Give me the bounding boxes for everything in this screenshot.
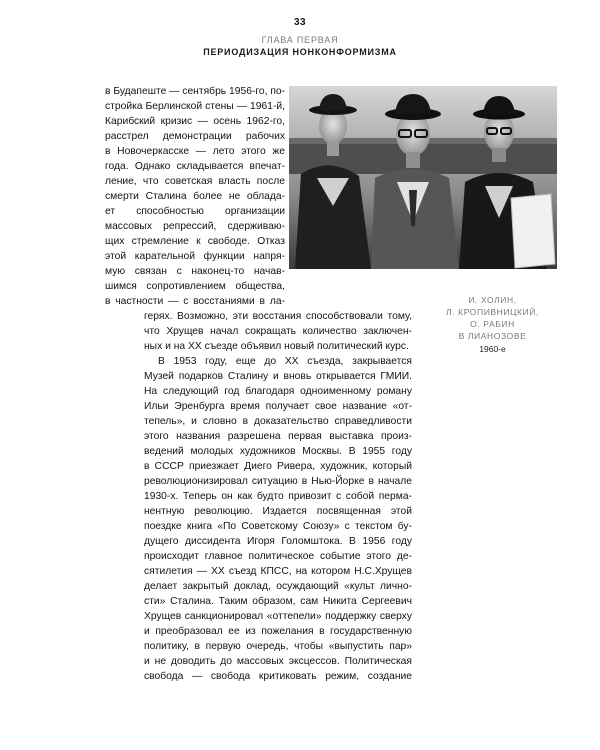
text-line: в Новочеркасске — лето этого же	[105, 146, 285, 157]
text-line: тепель», и словно в доказательство справедливости	[144, 416, 412, 427]
caption-line: Л. КРОПИВНИЦКИЙ,	[446, 307, 539, 317]
text-line: политику, в первую очередь, чтобы «выпустить пар»	[144, 641, 412, 652]
text-line: этой карательной функции напря-	[105, 251, 285, 262]
text-line: в СССР приезжает Диего Ривера, художник, который	[144, 461, 412, 472]
text-line: Хрущев санкционировал «оттепели» поддержку сверху	[144, 611, 412, 622]
text-line: свобода — свобода критиковать режим, создание	[144, 671, 412, 682]
text-line: нентную революцию. Издается посвященная этой	[144, 506, 412, 517]
text-line: сятилетия — XX съезд КПСС, на котором Н.С.Хрущев	[144, 566, 412, 577]
text-line: и преобразовал ее из пожелания в государственную	[144, 626, 412, 637]
text-line: что Хрущев начал сокращать количество заключен-	[144, 326, 412, 337]
caption-line: В ЛИАНОЗОВЕ	[458, 331, 527, 341]
text-line: делает закрытый доклад, осуждающий «культ лично-	[144, 581, 412, 592]
chapter-title: ГЛАВА ПЕРВАЯ	[261, 35, 339, 45]
text-line: дущего диссидента Игоря Голомштока. В 1956 году	[144, 536, 412, 547]
photograph	[289, 86, 557, 269]
text-line: шимся сопротивлением общества,	[105, 281, 285, 292]
text-line: ление, что советская власть после	[105, 176, 285, 187]
text-line: щих стремление к свободе. Отказ	[105, 236, 285, 247]
text-line: ет способностью организации	[105, 206, 285, 217]
text-line: стройка Берлинской стены — 1961-й,	[105, 101, 285, 112]
text-line: поездке книга «По Советскому Союзу» с текстом бу-	[144, 521, 412, 532]
text-line: В 1953 году, еще до XX съезда, закрывается	[158, 356, 412, 367]
text-line: 1930-х. Теперь он как будто привозит с собой перма-	[144, 491, 412, 502]
text-line: в Будапеште — сентябрь 1956-го, по-	[105, 86, 286, 97]
text-line: этого названия разрешена первая выставка произ-	[144, 431, 412, 442]
text-line: года. Однако складывается впечат-	[105, 161, 285, 172]
caption-line: О. РАБИН	[470, 319, 515, 329]
text-line: Ильи Эренбурга время получает свое название «от-	[144, 401, 412, 412]
caption-date: 1960-е	[479, 344, 506, 354]
text-line: Карибский кризис — осень 1962-го,	[105, 116, 285, 127]
text-line: революционизировал ситуацию в Нью-Йорке в начале	[144, 476, 412, 487]
text-line: массовых репрессий, сдерживаю-	[105, 221, 285, 232]
text-line: сти» Сталина. Таким образом, сам Никита Сергеевич	[144, 596, 412, 607]
photo-illustration	[289, 86, 557, 269]
text-line: ведений молодых художников Москвы. В 1955 году	[144, 446, 412, 457]
text-line: происходит главное политическое событие этого де-	[144, 551, 412, 562]
caption-line: И. ХОЛИН,	[468, 295, 517, 305]
text-line: Музей подарков Сталину и вновь открывается ГМИИ.	[144, 371, 412, 382]
section-title: ПЕРИОДИЗАЦИЯ НОНКОНФОРМИЗМА	[203, 47, 397, 57]
page-number: 33	[293, 17, 307, 28]
text-line: герях. Возможно, эти восстания способствовали тому,	[144, 311, 412, 322]
text-line: мую связан с наконец-то начав-	[105, 266, 285, 277]
text-line: На следующий год благодаря одноименному роману	[144, 386, 412, 397]
text-line: смерти Сталина более не облада-	[105, 191, 285, 202]
text-line: ных и на XX съезде объявил новый политический курс.	[144, 341, 409, 352]
text-line: расстрел демонстрации рабочих	[105, 131, 285, 142]
text-line: в частности — с восстаниями в ла-	[105, 296, 285, 307]
text-line: и не доводить до массовых эксцессов. Политическая	[144, 656, 412, 667]
